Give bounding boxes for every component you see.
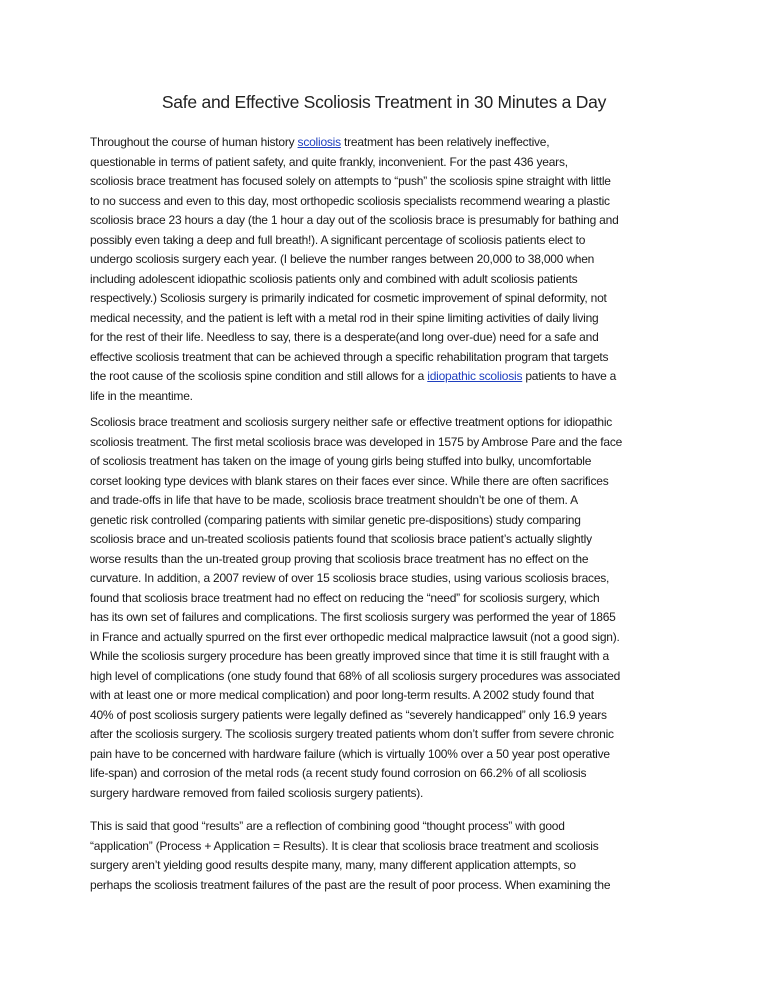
text-line: genetic risk controlled (comparing patients with similar genetic pre-dispositions) study comparing	[90, 512, 581, 527]
text-line: in France and actually spurred on the first ever orthopedic medical malpractice lawsuit (not a good sign).	[90, 629, 620, 644]
text-line: after the scoliosis surgery. The scoliosis surgery treated patients whom don’t suffer from severe chronic	[90, 727, 614, 741]
text-line: and trade-offs in life that have to be made, scoliosis brace treatment shouldn’t be one of them. A	[90, 493, 578, 507]
text-line: surgery aren’t yielding good results despite many, many, many different application attempts, so	[90, 858, 576, 872]
text-line: including adolescent idiopathic scoliosis patients only and combined with adult scoliosis patients	[90, 271, 578, 286]
text-line: to no success and even to this day, most orthopedic scoliosis specialists recommend wearing a plastic	[90, 193, 610, 208]
text-line: scoliosis treatment. The first metal scoliosis brace was developed in 1575 by Ambrose Pare and the face	[90, 434, 623, 449]
text-line: life-span) and corrosion of the metal rods (a recent study found corrosion on 66.2% of all scoliosis	[90, 766, 587, 780]
text-line: corset looking type devices with blank stares on their faces ever since. While there are often sacrifices	[90, 473, 609, 488]
paragraph-2	[90, 413, 690, 803]
text-line: found that scoliosis brace treatment had no effect on reducing the “need” for scoliosis surgery, which	[90, 590, 600, 605]
hyperlink[interactable]: scoliosis	[297, 135, 341, 149]
text-line: questionable in terms of patient safety, and quite frankly, inconvenient. For the past 436 years,	[90, 154, 568, 169]
paragraph-3	[90, 817, 690, 895]
text-line: Scoliosis brace treatment and scoliosis surgery neither safe or effective treatment options for idiopathic	[90, 415, 613, 429]
text-line: worse results than the un-treated group proving that scoliosis brace treatment has no effect on the	[90, 551, 589, 566]
text-segment: patients to have a	[522, 369, 617, 383]
text-line: for the rest of their life. Needless to say, there is a desperate(and long over-due) need for a safe and	[90, 330, 599, 344]
text-line: possibly even taking a deep and full breath!). A significant percentage of scoliosis patients elect to	[90, 232, 586, 247]
text-line: While the scoliosis surgery procedure has been greatly improved since that time it is still fraught with a	[90, 649, 609, 663]
text-line: scoliosis brace treatment has focused solely on attempts to “push” the scoliosis spine straight with little	[90, 174, 611, 188]
paragraph-1	[90, 133, 690, 406]
text-line: of scoliosis treatment has taken on the image of young girls being stuffed into bulky, uncomfortable	[90, 454, 592, 468]
text-line: effective scoliosis treatment that can be achieved through a specific rehabilitation program that targets	[90, 349, 609, 364]
text-line: with at least one or more medical complication) and poor long-term results. A 2002 study found that	[90, 688, 594, 702]
text-line: respectively.) Scoliosis surgery is primarily indicated for cosmetic improvement of spinal deformity, not	[90, 291, 607, 305]
text-line: medical necessity, and the patient is left with a metal rod in their spine limiting activities of daily living	[90, 310, 599, 325]
text-line: scoliosis brace and un-treated scoliosis patients found that scoliosis brace patient’s actually slightly	[90, 532, 592, 546]
text-line: high level of complications (one study found that 68% of all scoliosis surgery procedures was associated	[90, 668, 621, 683]
text-segment: Throughout the course of human history	[90, 135, 298, 149]
text-line: scoliosis brace 23 hours a day (the 1 hour a day out of the scoliosis brace is presumably for bathing and	[90, 213, 619, 227]
text-line: pain have to be concerned with hardware failure (which is virtually 100% over a 50 year post operative	[90, 746, 610, 761]
text-line: perhaps the scoliosis treatment failures of the past are the result of poor process. When examining the	[90, 877, 611, 892]
text-line: surgery hardware removed from failed scoliosis surgery patients).	[90, 785, 424, 800]
text-line	[90, 367, 690, 387]
text-line: undergo scoliosis surgery each year. (I believe the number ranges between 20,000 to 38,000 when	[90, 252, 595, 266]
text-line	[90, 133, 690, 153]
text-line: This is said that good “results” are a reflection of combining good “thought process” with good	[90, 819, 565, 833]
hyperlink[interactable]: idiopathic scoliosis	[427, 369, 523, 383]
text-line: has its own set of failures and complications. The first scoliosis surgery was performed the year of 1865	[90, 610, 616, 624]
text-segment: the root cause of the scoliosis spine condition and still allows for a	[90, 369, 428, 383]
text-line: 40% of post scoliosis surgery patients were legally defined as “severely handicapped” only 16.9 years	[90, 707, 607, 722]
text-line: life in the meantime.	[90, 388, 193, 403]
text-segment: treatment has been relatively ineffective,	[340, 135, 550, 149]
text-line: curvature. In addition, a 2007 review of over 15 scoliosis brace studies, using various scoliosis braces,	[90, 571, 610, 585]
document-title: Safe and Effective Scoliosis Treatment in 30 Minutes a Day	[161, 92, 607, 112]
text-line: “application” (Process + Application = Results). It is clear that scoliosis brace treatment and scoliosis	[90, 838, 599, 853]
